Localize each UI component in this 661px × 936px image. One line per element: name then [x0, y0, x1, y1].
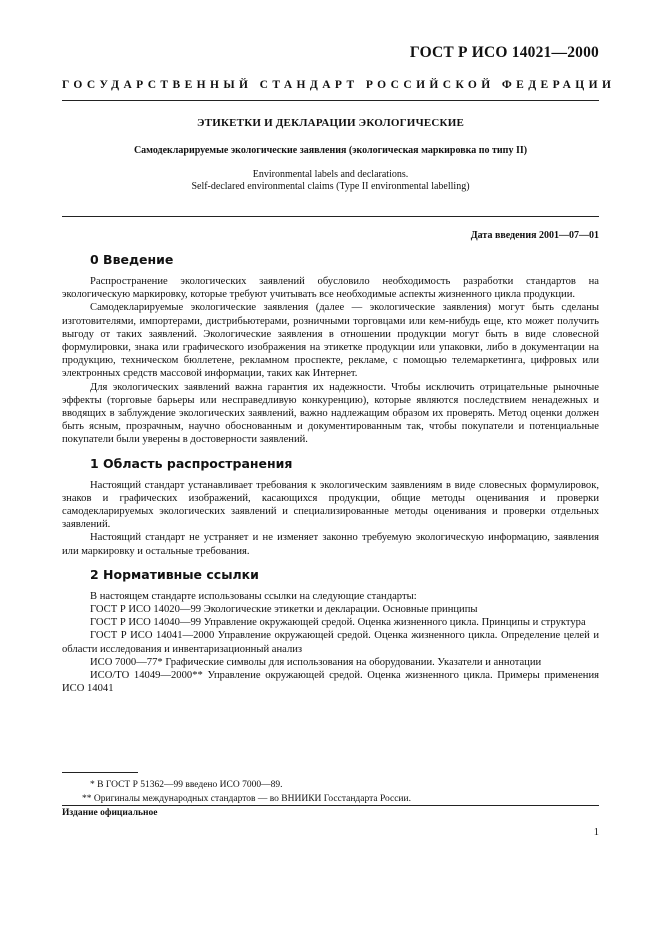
paragraph: В настоящем стандарте использованы ссылки на следующие стандарты: — [90, 590, 417, 602]
section-heading-scope: 1 Область распространения — [90, 455, 293, 471]
reference-item: ИСО/ТО 14049—2000** Управление окружающей средой. Оценка жизненного цикла. Примеры применения ИСО 14041 — [62, 670, 599, 695]
reference-item: ГОСТ Р ИСО 14041—2000 Управление окружающей средой. Оценка жизненного цикла. Определение целей и области исследования и инвентаризационный анализ — [62, 630, 599, 655]
document-body — [62, 252, 599, 695]
standard-subtitle-ru: Самодекларируемые экологические заявления (экологическая маркировка по типу II) — [133, 145, 528, 156]
footnote-divider — [62, 772, 138, 773]
document-id: ГОСТ Р ИСО 14021—2000 — [409, 44, 599, 61]
paragraph: Для экологических заявлений важна гарантия их надежности. Чтобы исключить отрицательные рыночные эффекты (торговые барьеры или несправедливую конкуренцию), которые являются последствием ненадежных и вводящих в заблуждение экологических заявлений, важно надлежащим образом их проверять. Метод оценки должен быть ясным, прозрачным, научно обоснованным и документированным так, чтобы покупатели и потенциальные покупатели были уверены в достоверности заявлений. — [62, 381, 599, 446]
paragraph: Настоящий стандарт не устраняет и не изменяет законно требуемую экологическую информацию, заявления или маркировку и остальные требования. — [62, 532, 599, 557]
standard-title-ru: ЭТИКЕТКИ И ДЕКЛАРАЦИИ ЭКОЛОГИЧЕСКИЕ — [197, 117, 464, 129]
standard-title-en — [62, 169, 599, 193]
official-edition-label: Издание официальное — [62, 808, 158, 818]
introduction-date: Дата введения 2001—07—01 — [470, 230, 599, 241]
reference-item: ГОСТ Р ИСО 14040—99 Управление окружающей средой. Оценка жизненного цикла. Принципы и структура — [90, 617, 586, 629]
bottom-divider — [62, 805, 599, 806]
reference-item: ИСО 7000—77* Графические символы для использования на оборудовании. Указатели и аннотации — [90, 656, 542, 668]
title-en-line-2: Self-declared environmental claims (Type II environmental labelling) — [191, 181, 470, 192]
footnote-2: ** Оригиналы международных стандартов — во ВНИИКИ Госстандарта России. — [82, 794, 411, 804]
title-en-line-1: Environmental labels and declarations. — [252, 169, 409, 180]
paragraph: Самодекларируемые экологические заявления (далее — экологические заявления) могут быть сделаны изготовителями, импортерами, дистрибьютерами, розничными торговцами или кем-нибудь еще, кто может получить выгоду от таких заявлений. Экологические заявления в отношении продукции могут быть в виде словесной формулировки, знака или графического изображения на этикетке продукции или упаковки, либо в документации на продукцию, техническом бюллетене, рекламном проспекте, рекламе, с помощью телемаркетинга, цифровых или электронных средств массовой информации, таких как Интернет. — [62, 302, 599, 380]
section-heading-normative-references: 2 Нормативные ссылки — [90, 566, 259, 582]
paragraph: Настоящий стандарт устанавливает требования к экологическим заявлениям в виде словесных формулировок, знаков и графических изображений, касающихся продукции, общие методы оценивания и проверки самодекларируемых экологических заявлений и специализированные методы оценивания и проверки отдельных заявлений. — [62, 479, 599, 531]
paragraph: Распространение экологических заявлений обусловило необходимость разработки стандартов на экологическую маркировку, которые требуют учитывать все необходимые аспекты жизненного цикла продукции. — [62, 276, 599, 301]
footnotes — [62, 778, 599, 806]
section-heading-introduction: 0 Введение — [90, 252, 174, 267]
middle-divider — [62, 216, 599, 217]
reference-item: ГОСТ Р ИСО 14020—99 Экологические этикетки и декларации. Основные принципы — [90, 604, 478, 616]
state-standard-banner: ГОСУДАРСТВЕННЫЙ СТАНДАРТ РОССИЙСКОЙ ФЕДЕРАЦИИ — [62, 79, 616, 91]
footnote-1: * В ГОСТ Р 51362—99 введено ИСО 7000—89. — [90, 780, 283, 790]
top-divider — [62, 100, 599, 101]
page-number: 1 — [593, 827, 599, 838]
